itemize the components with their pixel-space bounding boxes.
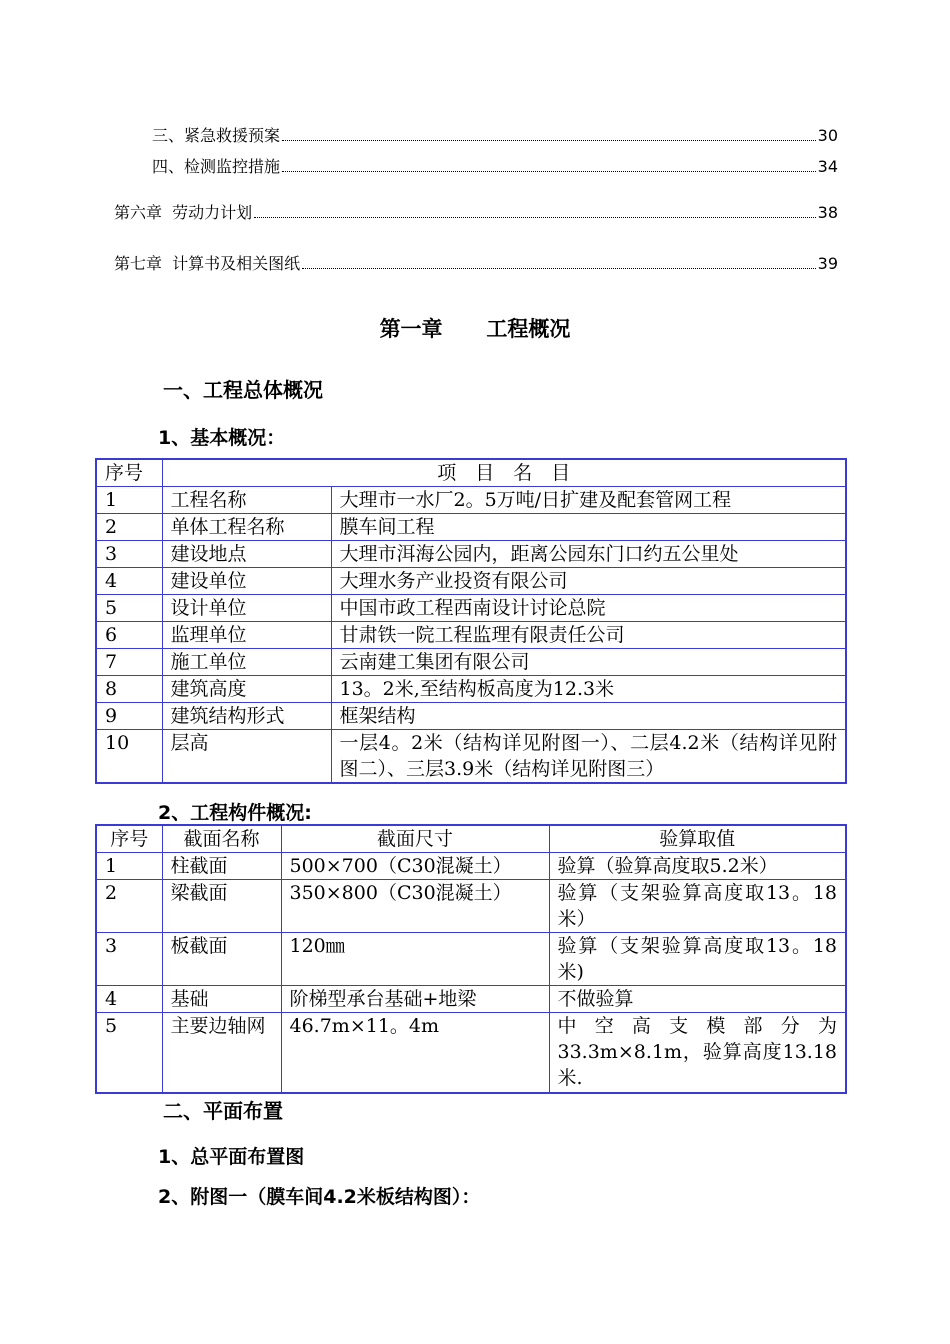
toc-entry-page: 30 [817, 126, 838, 145]
row-number: 3 [96, 541, 162, 568]
row-item: 设计单位 [162, 595, 331, 622]
table-row [96, 703, 846, 730]
row-value: 框架结构 [331, 703, 846, 730]
toc-entry-title: 第六章 劳动力计划 [114, 203, 253, 222]
toc-entry-title: 四、检测监控措施 [152, 157, 281, 176]
row-item: 建设地点 [162, 541, 331, 568]
table-header-row [96, 825, 846, 853]
header-cell: 截面名称 [162, 825, 281, 853]
row-number: 1 [96, 487, 162, 514]
row-value: 13。2米,至结构板高度为12.3米 [331, 676, 846, 703]
header-cell: 序号 [96, 825, 162, 853]
table-row [96, 676, 846, 703]
table-row [96, 622, 846, 649]
toc-entry[interactable] [114, 254, 838, 274]
row-number: 4 [96, 568, 162, 595]
row-value: 甘肃铁一院工程监理有限责任公司 [331, 622, 846, 649]
row-value: 大理市洱海公园内，距离公园东门口约五公里处 [331, 541, 846, 568]
header-cell: 序号 [96, 459, 162, 487]
row-item: 单体工程名称 [162, 514, 331, 541]
row-value: 大理水务产业投资有限公司 [331, 568, 846, 595]
row-value: 大理市一水厂2。5万吨/日扩建及配套管网工程 [331, 487, 846, 514]
row-number: 2 [96, 880, 162, 933]
section-name: 柱截面 [162, 853, 281, 880]
section-size: 120㎜ [281, 933, 549, 986]
toc-leader-dots [302, 267, 815, 269]
section-size: 46.7m×11。4m [281, 1013, 549, 1093]
row-number: 9 [96, 703, 162, 730]
subsection-title: 1、基本概况： [158, 427, 286, 449]
check-value: 中空高支模部分为33.3m×8.1m，验算高度13.18米. [549, 1013, 846, 1093]
check-value: 不做验算 [549, 986, 846, 1013]
section-name: 基础 [162, 986, 281, 1013]
subsection-title: 1、总平面布置图 [158, 1146, 305, 1168]
row-number: 10 [96, 730, 162, 784]
row-value: 一层4。2米（结构详见附图一）、二层4.2米（结构详见附图二）、三层3.9米（结构详见附图三） [331, 730, 846, 784]
toc-entry[interactable] [114, 203, 838, 223]
section-title: 二、平面布置 [163, 1099, 283, 1123]
toc-leader-dots [282, 170, 816, 172]
basic-overview-table [95, 458, 847, 784]
row-number: 2 [96, 514, 162, 541]
check-value: 验算（验算高度取5.2米） [549, 853, 846, 880]
table-row [96, 880, 846, 933]
section-name: 梁截面 [162, 880, 281, 933]
section-name: 板截面 [162, 933, 281, 986]
toc-entry-page: 38 [817, 203, 838, 222]
table-row [96, 730, 846, 784]
row-item: 施工单位 [162, 649, 331, 676]
toc-entry[interactable] [152, 157, 838, 177]
table-row [96, 933, 846, 986]
row-number: 6 [96, 622, 162, 649]
subsection-title: 2、工程构件概况: [158, 802, 312, 824]
table-header-row [96, 459, 846, 487]
table-row [96, 541, 846, 568]
table-row [96, 568, 846, 595]
row-value: 云南建工集团有限公司 [331, 649, 846, 676]
header-cell: 项 目 名 目 [162, 459, 846, 487]
table-row [96, 487, 846, 514]
row-number: 5 [96, 595, 162, 622]
toc-entry-page: 39 [817, 254, 838, 273]
row-number: 8 [96, 676, 162, 703]
row-number: 4 [96, 986, 162, 1013]
toc-leader-dots [254, 216, 815, 218]
toc-entry[interactable] [152, 126, 838, 146]
section-size: 350×800（C30混凝土） [281, 880, 549, 933]
table-row [96, 514, 846, 541]
toc-leader-dots [282, 139, 816, 141]
table-row [96, 853, 846, 880]
section-name: 主要边轴网 [162, 1013, 281, 1093]
header-cell: 截面尺寸 [281, 825, 549, 853]
row-number: 7 [96, 649, 162, 676]
row-item: 建设单位 [162, 568, 331, 595]
subsection-title: 2、附图一（膜车间4.2米板结构图）： [158, 1186, 481, 1208]
header-cell: 验算取值 [549, 825, 846, 853]
toc-entry-page: 34 [817, 157, 838, 176]
row-item: 建筑高度 [162, 676, 331, 703]
table-row [96, 649, 846, 676]
check-value: 验算（支架验算高度取13。18米） [549, 880, 846, 933]
section-title: 一、工程总体概况 [163, 378, 323, 402]
component-overview-table [95, 824, 847, 1094]
chapter-title: 第一章 工程概况 [379, 317, 571, 341]
row-value: 中国市政工程西南设计讨论总院 [331, 595, 846, 622]
section-size: 阶梯型承台基础+地梁 [281, 986, 549, 1013]
section-size: 500×700（C30混凝土） [281, 853, 549, 880]
row-item: 建筑结构形式 [162, 703, 331, 730]
row-item: 层高 [162, 730, 331, 784]
row-number: 5 [96, 1013, 162, 1093]
check-value: 验算（支架验算高度取13。18米) [549, 933, 846, 986]
row-number: 3 [96, 933, 162, 986]
row-number: 1 [96, 853, 162, 880]
table-row [96, 1013, 846, 1093]
table-row [96, 595, 846, 622]
row-item: 工程名称 [162, 487, 331, 514]
row-item: 监理单位 [162, 622, 331, 649]
table-row [96, 986, 846, 1013]
row-value: 膜车间工程 [331, 514, 846, 541]
toc-entry-title: 三、紧急救援预案 [152, 126, 281, 145]
toc-entry-title: 第七章 计算书及相关图纸 [114, 254, 301, 273]
